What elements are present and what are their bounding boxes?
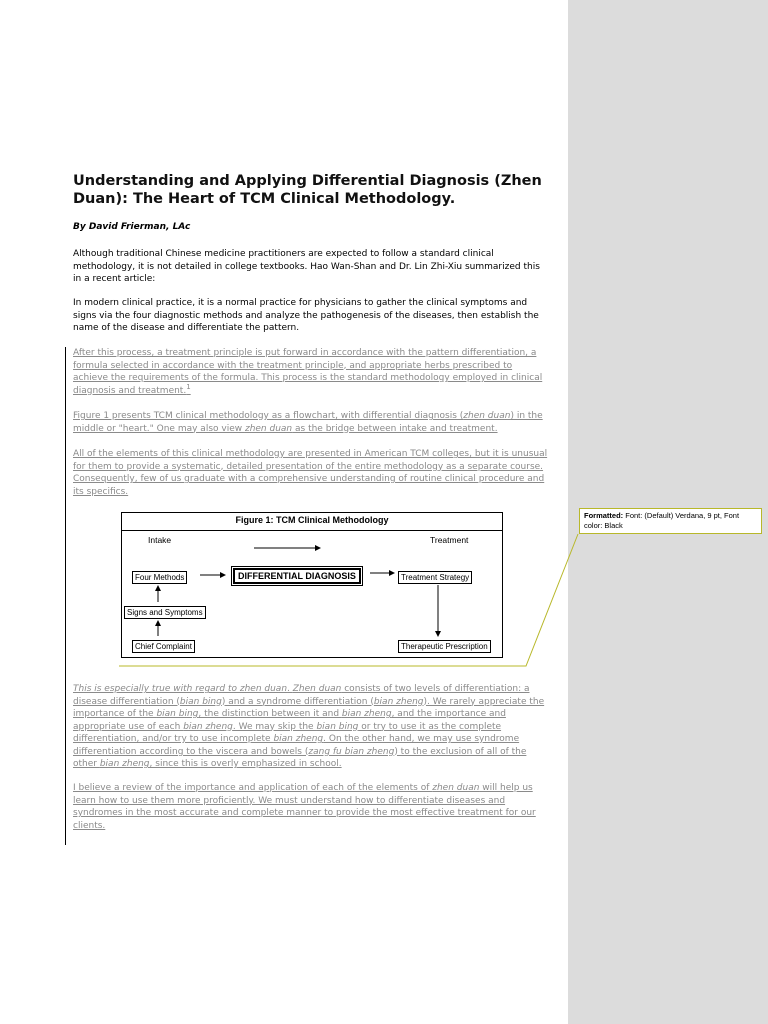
term-italic: zhen duan — [244, 423, 293, 434]
comment-balloon[interactable] — [579, 508, 762, 534]
term-italic: bian zheng — [373, 696, 424, 707]
term-italic: bian bing — [156, 709, 199, 719]
revised-text: , since this is overly emphasized in school. — [149, 759, 342, 769]
term-italic: bian zheng — [273, 734, 324, 744]
term-italic: bian zheng — [99, 759, 150, 769]
revised-text: ) and a syndrome differentiation ( — [221, 696, 374, 707]
revised-text: ). We rarely appreciate the importance of the — [73, 696, 545, 719]
revised-text: ) to the exclusion of all of the other — [73, 746, 527, 769]
document-title: Understanding and Applying Differential Diagnosis (Zhen Duan): The Heart of TCM Clinical Methodology. — [73, 173, 542, 207]
box-chief-complaint: Chief Complaint — [132, 640, 195, 653]
box-therapeutic-prescription: Therapeutic Prescription — [398, 640, 491, 653]
revised-paragraph-3: All of the elements of this clinical methodology are presented in American TCM colleges, but it is unusual for them to provide a systematic, detailed presentation of the entire methodology as a separate course. Consequently, few of us graduate with a comprehensive understanding of routine clinical procedure and its specifics. — [73, 449, 548, 497]
term-italic: zhen duan — [432, 783, 480, 793]
revised-text: . — [287, 684, 293, 694]
revised-text: as the bridge between intake and treatment. — [292, 423, 498, 434]
box-treatment-strategy: Treatment Strategy — [398, 571, 472, 584]
comment-label: Formatted: — [584, 511, 624, 520]
figure-label-treatment: Treatment — [430, 535, 469, 545]
box-four-methods: Four Methods — [132, 571, 187, 584]
byline: By David Frierman, LAc — [73, 222, 191, 232]
revised-text: will help us learn how to use them more proficiently. We must understand how to differentiate diseases and syndromes in the most accurate and complete manner to provide the most effective treatment for our clients. — [73, 783, 536, 831]
figure-label-intake: Intake — [148, 535, 172, 545]
term-italic: zang fu bian zheng — [308, 746, 395, 757]
term-italic: This is especially true with regard to zhen duan — [73, 684, 288, 694]
revised-text: consists of two levels of differentiation: a disease differentiation ( — [73, 684, 530, 707]
revised-text: , and the importance and appropriate use of each — [73, 709, 506, 732]
comment-text: Font: (Default) Verdana, 9 pt, Font color: Black — [584, 511, 740, 530]
revised-text: or try to use it as the complete differentiation, and/or try to use incomplete — [73, 721, 502, 744]
paragraph-quote: In modern clinical practice, it is a normal practice for physicians to gather the clinical symptoms and signs via the four diagnostic methods and analyze the pathogenesis of the diseases, then establish the name of the disease and differentiate the pattern. — [73, 298, 539, 333]
revised-text: . We may skip the — [232, 721, 317, 732]
term-italic: bian zheng — [341, 709, 392, 719]
box-differential-diagnosis: DIFFERENTIAL DIAGNOSIS — [233, 568, 361, 584]
revised-text: , the distinction between it and — [198, 709, 342, 719]
revised-text: . On the other hand, we may use syndrome differentiation according to the viscera and bowels ( — [73, 734, 520, 757]
revised-text: I believe a review of the importance and application of each of the elements of — [73, 783, 433, 793]
revised-text: After this process, a treatment principle is put forward in accordance with the pattern differentiation, a formula selected in accordance with the treatment principle, and appropriate herbs prescribed to achieve the requirements of the formula. This process is the standard methodology employed in clinical diagnosis and treatment. — [73, 348, 543, 396]
revised-text: Figure 1 presents TCM clinical methodology as a flowchart, with differential diagnosis ( — [73, 411, 464, 421]
figure-title: Figure 1: TCM Clinical Methodology — [235, 515, 389, 525]
footnote-ref[interactable]: 1 — [186, 382, 191, 391]
revised-text: ) in the middle or "heart." One may also view — [73, 411, 543, 434]
term-italic: bian bing — [316, 721, 359, 732]
paragraph-intro: Although traditional Chinese medicine practitioners are expected to follow a standard clinical methodology, it is not detailed in college textbooks. Hao Wan-Shan and Dr. Lin Zhi-Xiu summarized this in a recent article: — [73, 249, 540, 284]
term-italic: zhen duan — [463, 411, 511, 421]
box-signs-and-symptoms: Signs and Symptoms — [124, 606, 206, 619]
term-italic: Zhen duan — [292, 684, 342, 694]
term-italic: bian bing — [179, 696, 222, 707]
term-italic: bian zheng — [183, 721, 233, 732]
